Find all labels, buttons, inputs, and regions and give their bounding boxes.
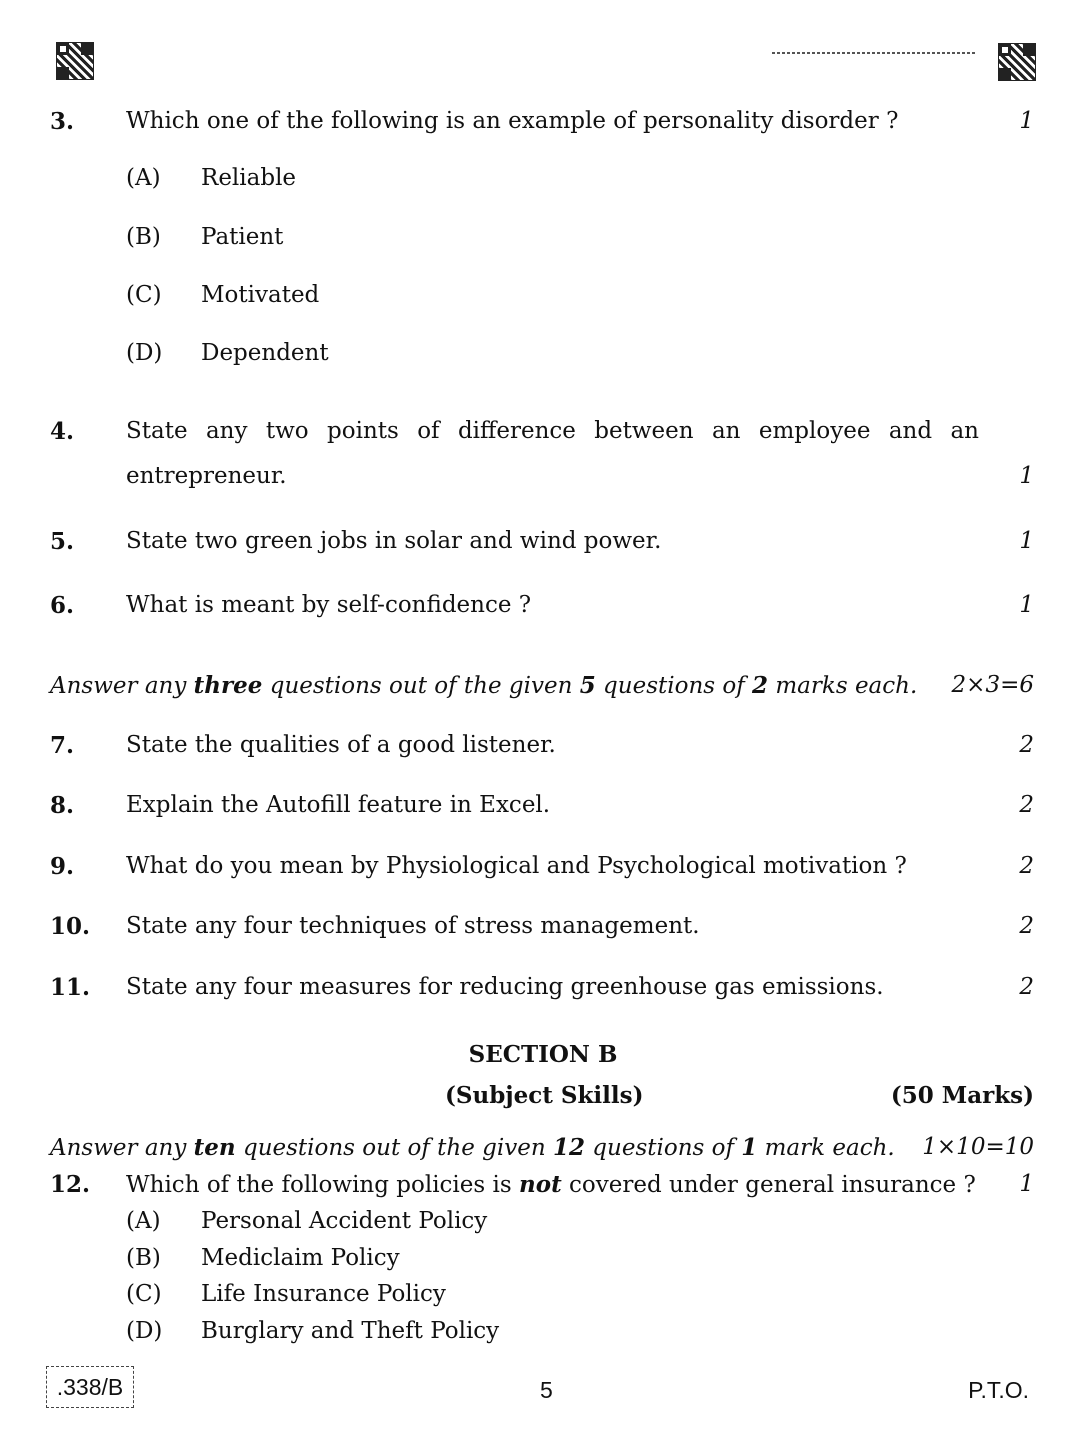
- question-text: State any two points of difference between an employee and an: [126, 418, 979, 444]
- question-number: 6.: [50, 592, 75, 619]
- option-text: Motivated: [201, 282, 320, 308]
- section-title: SECTION B: [468, 1041, 618, 1068]
- question-text: State two green jobs in solar and wind power.: [126, 528, 662, 554]
- question-text: Explain the Autofill feature in Excel.: [126, 792, 551, 818]
- please-turn-over: P.T.O.: [968, 1377, 1029, 1403]
- option-label: (A): [126, 165, 161, 191]
- option-text: Life Insurance Policy: [201, 1281, 446, 1307]
- option-text: Reliable: [201, 165, 297, 191]
- page-number: 5: [540, 1377, 553, 1403]
- question-text-continued: entrepreneur.: [126, 463, 287, 489]
- option-text: Dependent: [201, 340, 329, 366]
- question-number: 3.: [50, 108, 75, 135]
- option-label: (B): [126, 1245, 161, 1271]
- instruction-marks: 2×3=6: [951, 672, 1034, 698]
- option-label: (C): [126, 1281, 162, 1307]
- instruction-text: Answer any ten questions out of the given 12 questions of 1 mark each.: [50, 1134, 895, 1161]
- question-number: 10.: [50, 913, 91, 940]
- question-text: What is meant by self-confidence ?: [126, 592, 532, 618]
- question-text: State any four techniques of stress management.: [126, 913, 700, 939]
- option-label: (B): [126, 224, 161, 250]
- option-label: (A): [126, 1208, 161, 1234]
- question-marks: 1: [1019, 528, 1034, 554]
- question-number: 8.: [50, 792, 75, 819]
- instruction-marks: 1×10=10: [922, 1134, 1034, 1160]
- instruction-text: Answer any three questions out of the given 5 questions of 2 marks each.: [50, 672, 918, 699]
- question-number: 7.: [50, 732, 75, 759]
- question-number: 4.: [50, 418, 75, 445]
- question-marks: 2: [1019, 974, 1034, 1000]
- option-label: (D): [126, 1318, 163, 1344]
- question-number: 9.: [50, 853, 75, 880]
- question-text: State any four measures for reducing greenhouse gas emissions.: [126, 974, 884, 1000]
- barcode-line: [772, 52, 977, 54]
- question-marks: 2: [1019, 792, 1034, 818]
- qr-code-icon: [56, 42, 94, 80]
- question-text: State the qualities of a good listener.: [126, 732, 556, 758]
- question-marks: 2: [1019, 853, 1034, 879]
- option-text: Personal Accident Policy: [201, 1208, 488, 1234]
- qr-code-icon: [998, 43, 1036, 81]
- section-subtitle: (Subject Skills): [445, 1082, 644, 1109]
- question-marks: 1: [1019, 592, 1034, 618]
- option-label: (D): [126, 340, 163, 366]
- question-text: Which of the following policies is not covered under general insurance ?: [126, 1171, 976, 1198]
- question-text: Which one of the following is an example of personality disorder ?: [126, 108, 899, 134]
- question-number: 11.: [50, 974, 91, 1001]
- question-marks: 1: [1019, 463, 1034, 489]
- option-text: Mediclaim Policy: [201, 1245, 400, 1271]
- question-number: 5.: [50, 528, 75, 555]
- question-marks: 2: [1019, 732, 1034, 758]
- question-text: What do you mean by Physiological and Psychological motivation ?: [126, 853, 907, 879]
- option-label: (C): [126, 282, 162, 308]
- question-marks: 1: [1019, 1171, 1034, 1197]
- question-marks: 1: [1019, 108, 1034, 134]
- option-text: Burglary and Theft Policy: [201, 1318, 500, 1344]
- section-marks: (50 Marks): [890, 1082, 1034, 1109]
- option-text: Patient: [201, 224, 284, 250]
- question-marks: 2: [1019, 913, 1034, 939]
- paper-code: .338/B: [46, 1366, 134, 1408]
- question-number: 12.: [50, 1171, 91, 1198]
